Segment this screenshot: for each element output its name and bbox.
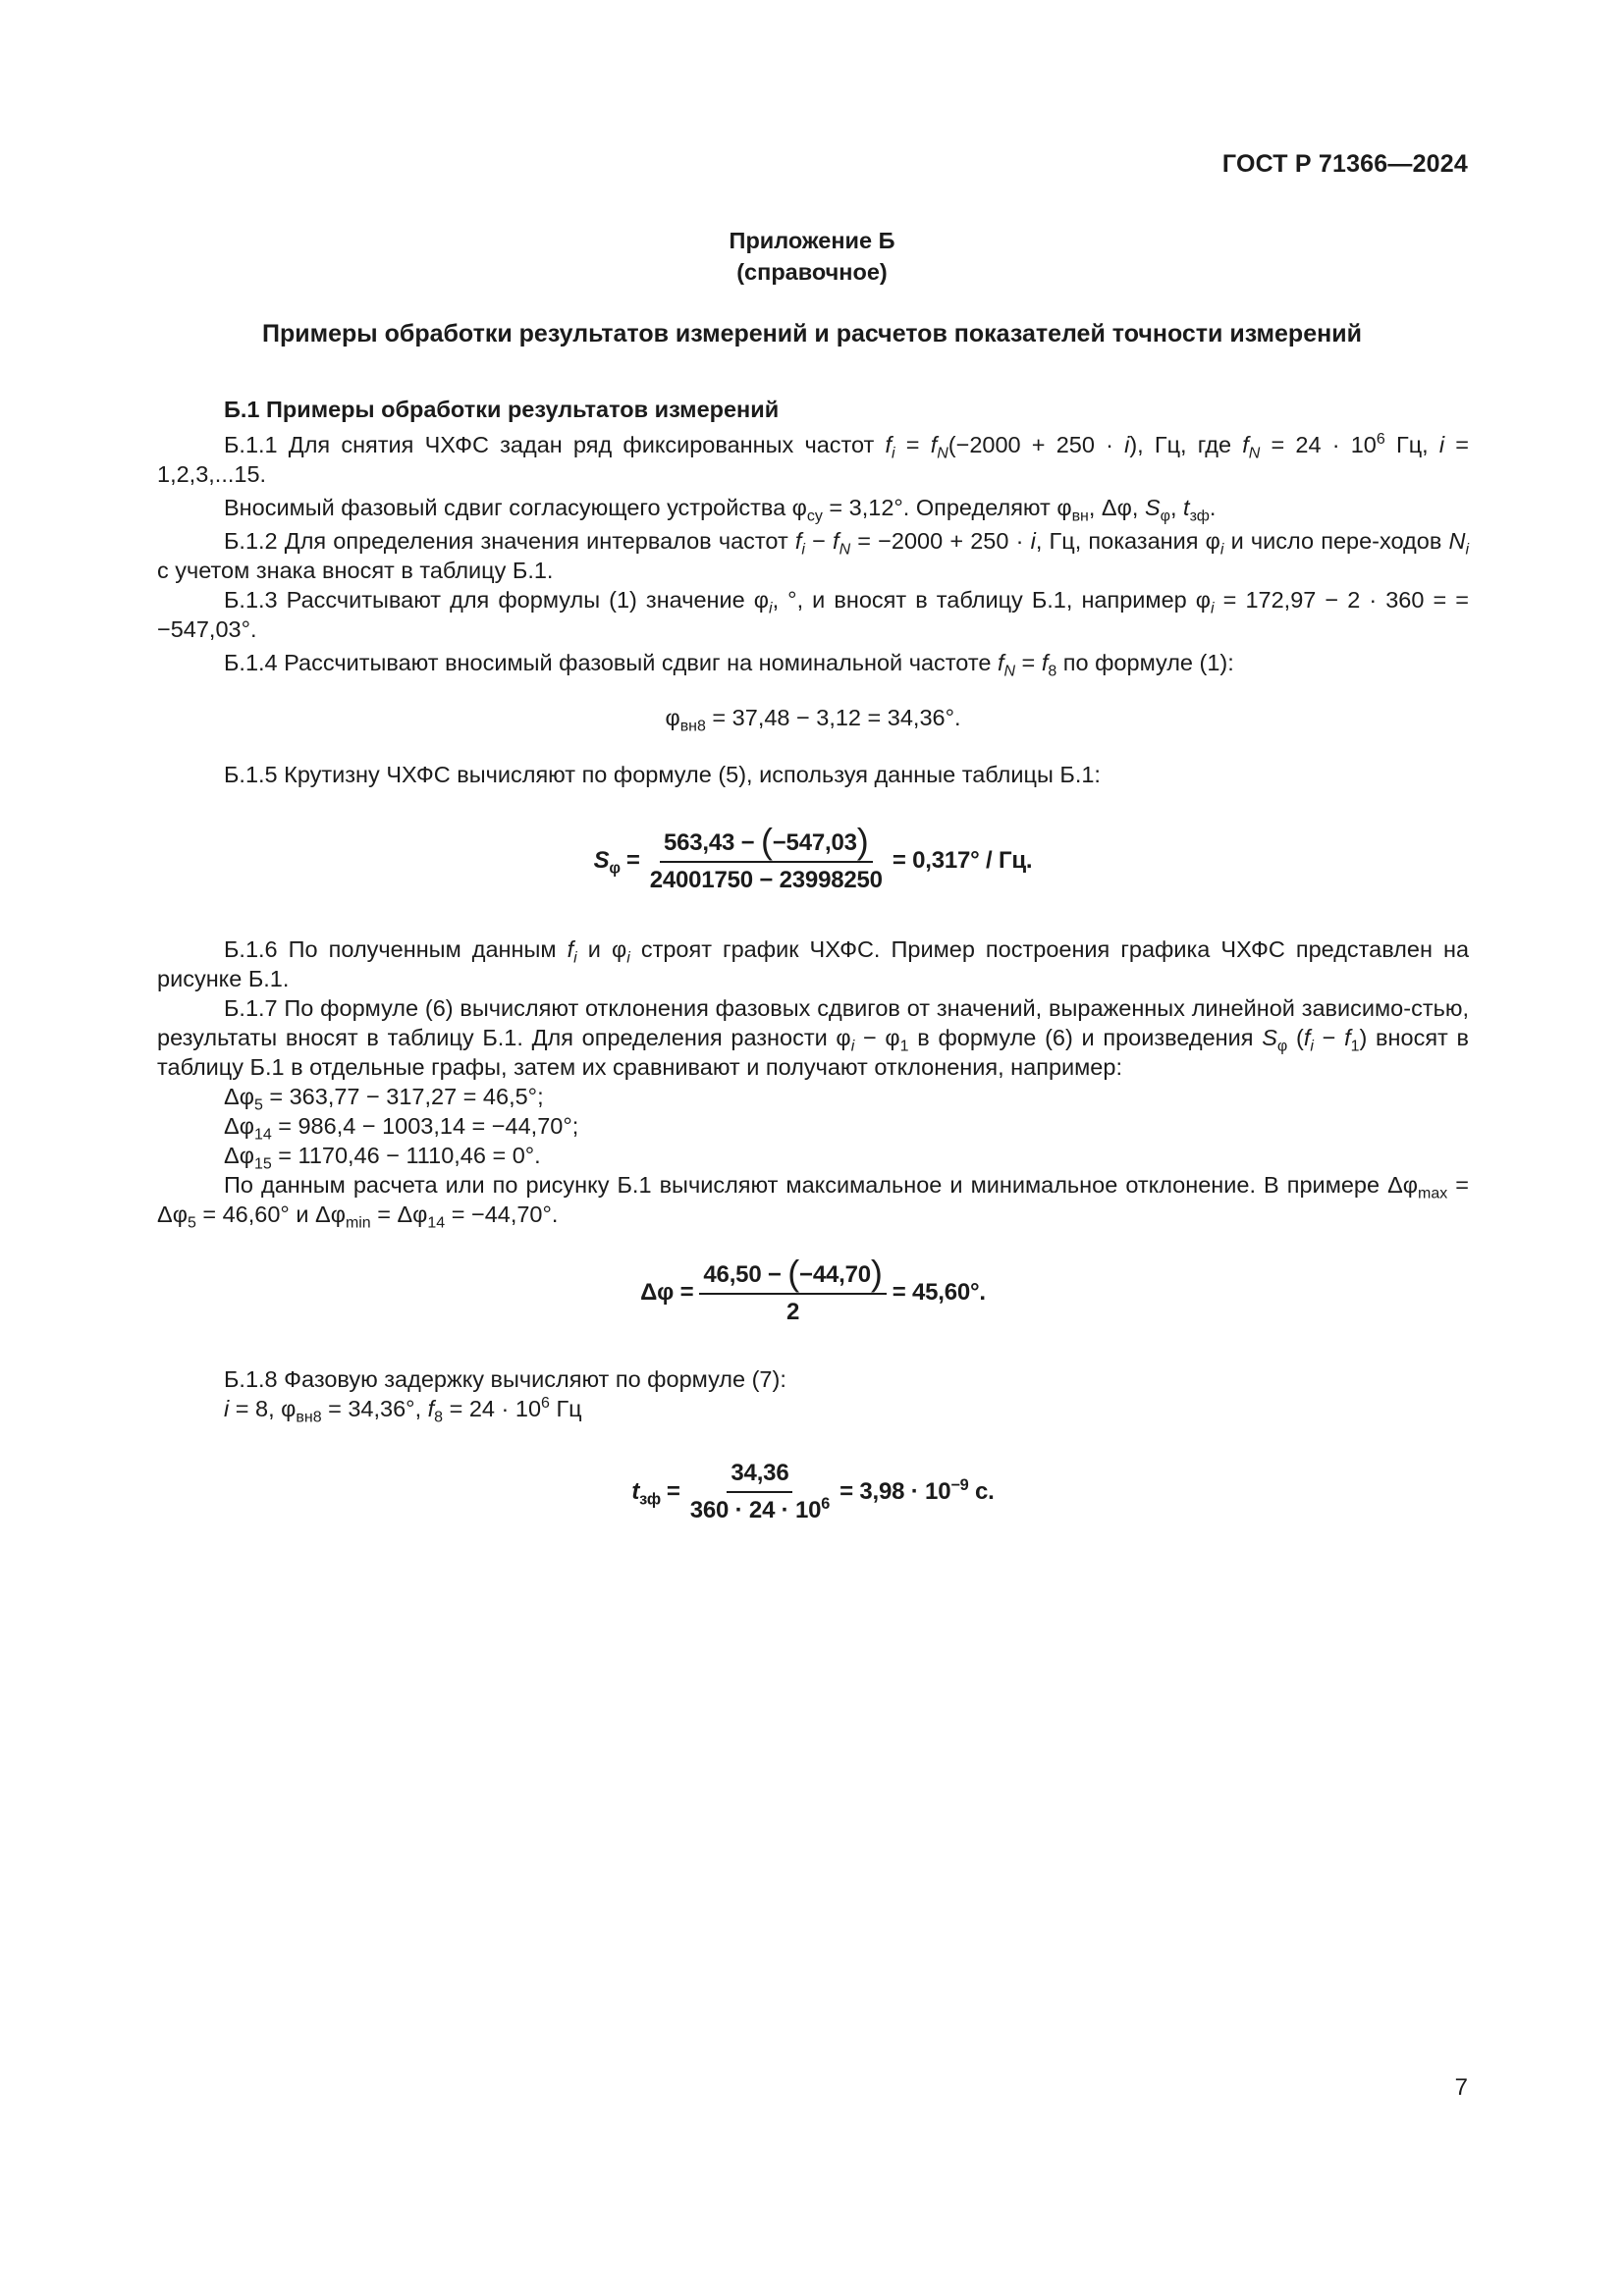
fraction: $\frac{46,50 - (-44,70)}{2}$ [699, 1258, 886, 1327]
paragraph-b117: Б.1.7 По формуле (6) вычисляют отклонения фазовых сдвигов от значений, выраженных линейной зависимо-стью, результаты вносят в таблицу Б.1. Для определения разности $\varphi_i - \varphi_1$ в формуле (6) и произведения $S_\varphi$ $(f_i - f_1)$ вносят в таблицу Б.1 в отдельные графы, затем их сравнивают и получают отклонения, например: [157, 995, 1470, 1080]
paragraph-b116: Б.1.6 По полученным данным $f_i$ и $\varphi_i$ строят график ЧХФС. Пример построения графика ЧХФС представлен на рисунке Б.1. [157, 936, 1470, 991]
page-number: 7 [1454, 2074, 1468, 2101]
section-title: Б.1 Примеры обработки результатов измерений [224, 397, 780, 422]
appendix-label: Приложение Б [729, 228, 895, 253]
paragraph-b118: Б.1.8 Фазовую задержку вычисляют по формуле (7): [224, 1366, 786, 1392]
document-body [157, 395, 1469, 1525]
paragraph-b112: Б.1.2 Для определения значения интервалов частот $f_i - f_N = -2000 + 250 \cdot i$, Гц, показания $\varphi_i$ и число пере-ходов $N_i$ с учетом знака вносят в таблицу Б.1. [157, 528, 1470, 583]
formula-slope: $S_\varphi$ = $\frac{563,43 - (-547,03)}{24001750 - 23998250}$ = 0,317° / Гц. [593, 821, 1033, 893]
appendix-heading [0, 225, 1624, 288]
paragraph-b117-extremes: По данным расчета или по рисунку Б.1 вычисляют максимальное и минимальное отклонение. В примере $\Delta\varphi_{max} = \Delta\varphi_5 = 46,60^\circ$ и $\Delta\varphi_{min} = \Delta\varphi_{14} = -44,70^\circ$. [157, 1172, 1470, 1232]
fraction: $\frac{563,43 - (-547,03)}{24001750 - 23998250}$ [649, 821, 883, 893]
formula-deviation: Δφ = $\frac{46,50 - (-44,70)}{2}$ = 45,60°. [640, 1253, 986, 1325]
document-title: Примеры обработки результатов измерений и расчетов показателей точности измерений [262, 320, 1362, 347]
paragraph-b111-shift: Вносимый фазовый сдвиг согласующего устройства $\varphi_{су} = 3,12^\circ$. Определяют $\varphi_{вн}$, Δφ, $S_\varphi$, $t_{зф}$. [224, 495, 1217, 525]
deviation-15: $\Delta\varphi_{15} = 1170,46 - 1110,46 = 0^\circ$. [224, 1143, 541, 1173]
standard-code: ГОСТ Р 71366—2024 [1221, 150, 1468, 178]
deviation-14: $\Delta\varphi_{14} = 986,4 - 1003,14 = -44,70^\circ$; [224, 1113, 579, 1144]
paragraph-b114: Б.1.4 Рассчитывают вносимый фазовый сдвиг на номинальной частоте $f_N = f_8$ по формуле (1): [224, 650, 1234, 680]
paragraph-b111: Б.1.1 Для снятия ЧХФС задан ряд фиксированных частот $f_i = f_N(-2000 + 250 \cdot i)$, Гц, где $f_N = 24 \cdot 10^6$ Гц, i = 1,2,3,...15. [157, 431, 1470, 487]
formula-phase-delay: $t_{зф}$ = $\frac{34,36}{360 \cdot 24 \cdot 10^6}$ = $3,98 \cdot 10^{-9}$ с. [631, 1460, 995, 1523]
paragraph-b115: Б.1.5 Крутизну ЧХФС вычисляют по формуле (5), используя данные таблицы Б.1: [224, 762, 1101, 787]
appendix-status: (справочное) [736, 259, 888, 285]
paragraph-b113: Б.1.3 Рассчитывают для формулы (1) значение $\varphi_i$, °, и вносят в таблицу Б.1, например $\varphi_i = 172,97 - 2 \cdot 360$ = = −547,03°. [157, 587, 1469, 642]
fraction: $\frac{34,36}{360 \cdot 24 \cdot 10^6}$ [689, 1460, 831, 1523]
equation-phi-vn8: $\varphi_{вн8} = 37,48 - 3,12 = 34,36^\circ$. [665, 705, 961, 735]
deviation-5: $\Delta\varphi_5 = 363,77 - 317,27 = 46,5^\circ$; [224, 1084, 544, 1114]
paragraph-b118-values: i = 8, $\varphi_{вн8} = 34,36^\circ$, $f_8 = 24 \cdot 10^6$ Гц [224, 1395, 582, 1426]
